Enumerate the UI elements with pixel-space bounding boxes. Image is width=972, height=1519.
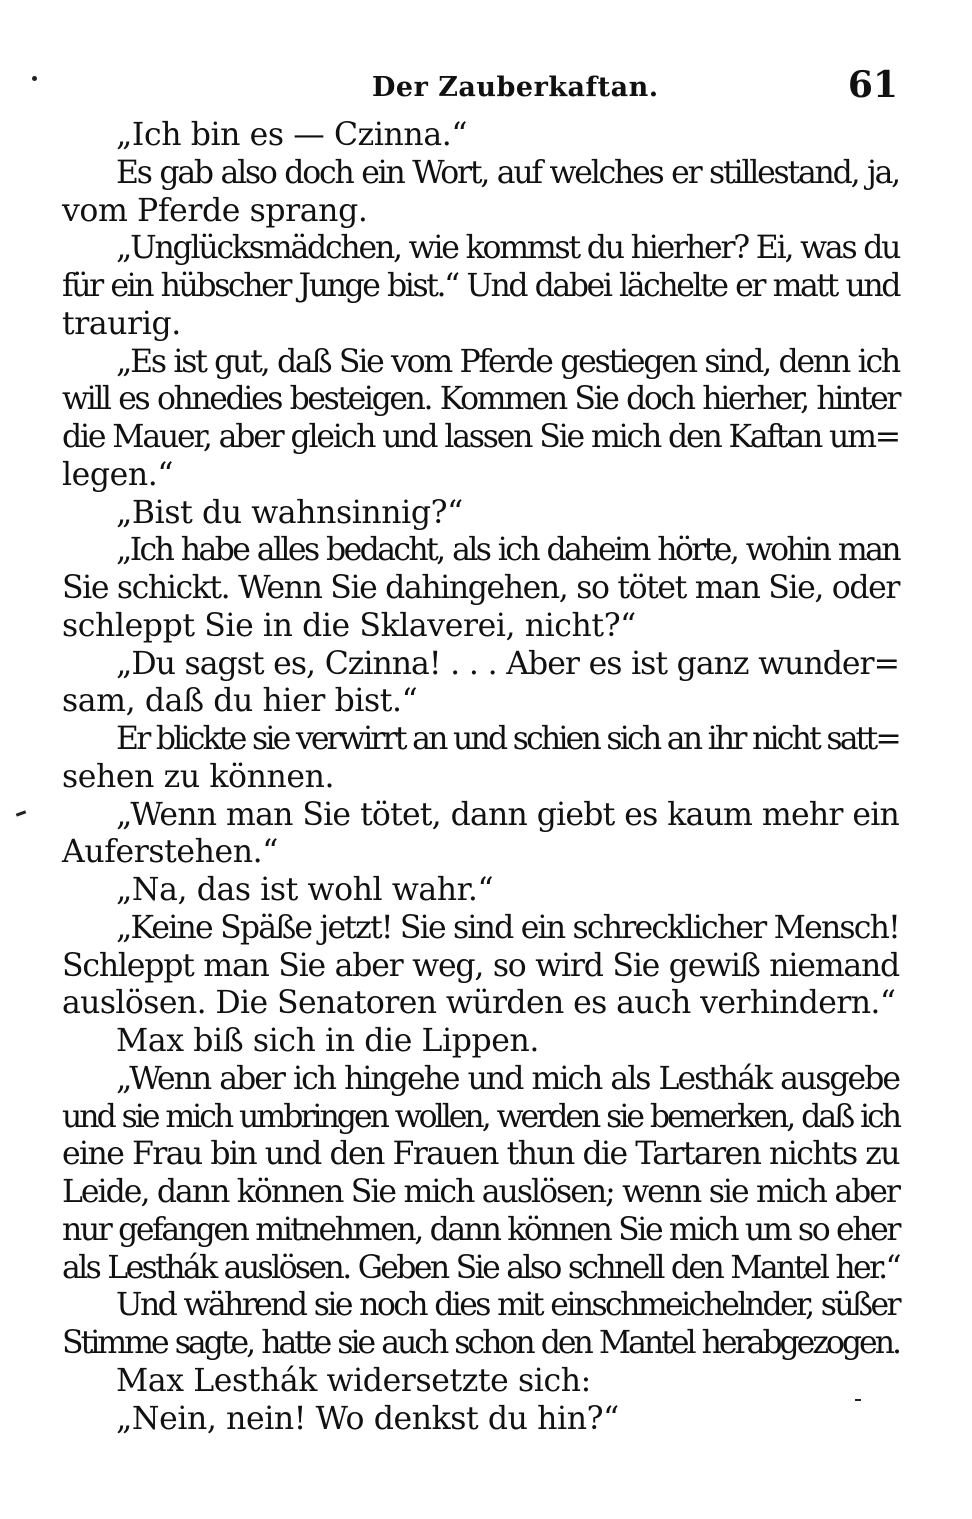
text-line: „Bist du wahnsinnig?“ bbox=[116, 494, 463, 531]
text-line: „Ich bin es — Czinna.“ bbox=[116, 117, 468, 153]
text-line: Er blickte sie verwirrt an und schien sich an ihr nicht satt= bbox=[116, 721, 899, 757]
text-line: traurig. bbox=[62, 305, 181, 342]
text-line: „Na, das ist wohl wahr.“ bbox=[116, 872, 494, 908]
text-line: eine Frau bin und den Frauen thun die Tartaren nichts zu bbox=[62, 1136, 899, 1173]
page-number: 61 bbox=[847, 64, 898, 106]
text-line: „Du sagst es, Czinna! . . . Aber es ist ganz wunder= bbox=[116, 645, 899, 682]
running-header bbox=[0, 64, 972, 108]
text-line: schleppt Sie in die Sklaverei, nicht?“ bbox=[62, 607, 636, 644]
text-line: Und während sie noch dies mit einschmeichelnder, süßer bbox=[116, 1287, 899, 1324]
text-line: die Mauer, aber gleich und lassen Sie mich den Kaftan um= bbox=[62, 419, 899, 455]
text-line: Max biß sich in die Lippen. bbox=[116, 1023, 540, 1059]
text-line: Schleppt man Sie aber weg, so wird Sie gewiß niemand bbox=[62, 947, 899, 984]
text-line: Es gab also doch ein Wort, auf welches er stillestand, ja, bbox=[116, 154, 899, 191]
text-line: Leide, dann können Sie mich auslösen; wenn sie mich aber bbox=[62, 1174, 899, 1210]
text-line: Sie schickt. Wenn Sie dahingehen, so tötet man Sie, oder bbox=[62, 570, 899, 606]
text-line: Auferstehen.“ bbox=[62, 834, 278, 871]
text-line: „Wenn man Sie tötet, dann giebt es kaum mehr ein bbox=[116, 796, 899, 833]
text-line: als Lesthák auslösen. Geben Sie also schnell den Mantel her.“ bbox=[62, 1249, 899, 1286]
text-line: und sie mich umbringen wollen, werden sie bemerken, daß ich bbox=[62, 1098, 899, 1135]
text-line: Stimme sagte, hatte sie auch schon den Mantel herabgezogen. bbox=[62, 1325, 899, 1361]
text-line: „Keine Späße jetzt! Sie sind ein schrecklicher Mensch! bbox=[116, 909, 899, 946]
text-line: sam, daß du hier bist.“ bbox=[62, 683, 418, 720]
text-line: legen.“ bbox=[62, 456, 174, 493]
text-line: sehen zu können. bbox=[62, 758, 335, 795]
text-line: auslösen. Die Senatoren würden es auch verhindern.“ bbox=[62, 985, 896, 1022]
text-line: „Es ist gut, daß Sie vom Pferde gestiegen sind, denn ich bbox=[116, 343, 899, 380]
text-line: für ein hübscher Junge bist.“ Und dabei lächelte er matt und bbox=[62, 268, 899, 304]
text-line: „Nein, nein! Wo denkst du hin?“ bbox=[116, 1400, 619, 1437]
text-line: Max Lesthák widersetzte sich: bbox=[116, 1362, 591, 1399]
text-line: „Unglücksmädchen, wie kommst du hierher? Ei, was du bbox=[116, 230, 900, 267]
body-text bbox=[62, 117, 899, 1438]
running-title: Der Zauberkaftan. bbox=[372, 72, 659, 103]
text-line: will es ohnedies besteigen. Kommen Sie doch hierher, hinter bbox=[62, 381, 899, 418]
margin-mark bbox=[16, 810, 26, 816]
text-line: nur gefangen mitnehmen, dann können Sie mich um so eher bbox=[62, 1211, 899, 1248]
text-line: vom Pferde sprang. bbox=[62, 192, 368, 229]
text-line: „Wenn aber ich hingehe und mich als Lesthák ausgebe bbox=[116, 1060, 899, 1097]
text-line: „Ich habe alles bedacht, als ich daheim hörte, wohin man bbox=[116, 532, 899, 569]
